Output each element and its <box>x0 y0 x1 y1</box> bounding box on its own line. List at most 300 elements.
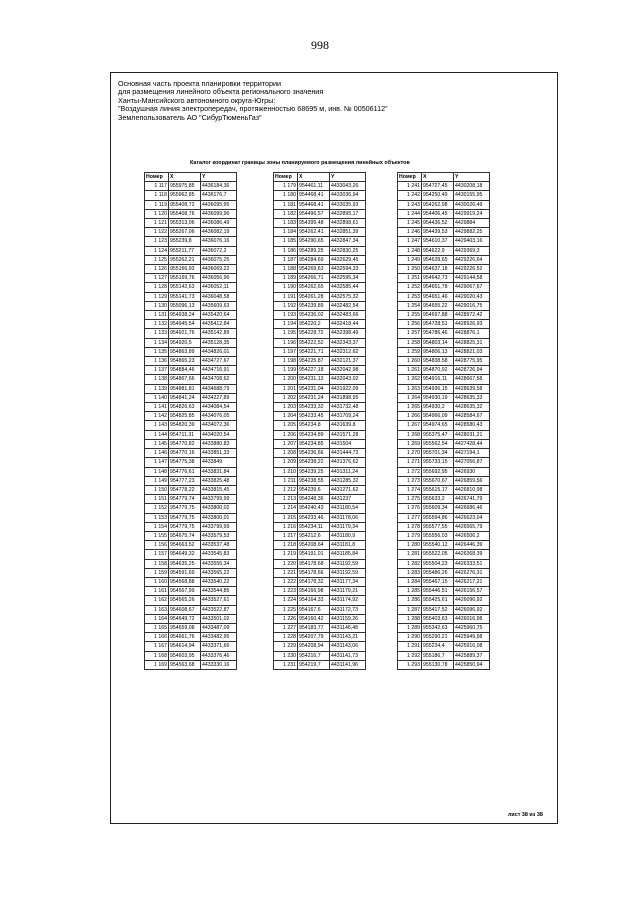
point-number: 1 276 <box>398 504 422 513</box>
x-coordinate: 954865,23 <box>169 357 201 366</box>
table-row <box>145 439 237 448</box>
table-row <box>274 403 366 412</box>
table-row <box>145 366 237 375</box>
point-number: 1 273 <box>398 476 422 485</box>
y-coordinate: 4433540,22 <box>201 577 237 586</box>
x-coordinate: 954212,6 <box>298 531 330 540</box>
table-row <box>145 246 237 255</box>
x-coordinate: 954216,7 <box>298 651 330 660</box>
x-coordinate: 954262,98 <box>422 200 454 209</box>
x-coordinate: 954234,8 <box>298 421 330 430</box>
header-line: Ханты-Мансийского автономного округа-Югры: <box>118 95 276 105</box>
table-row <box>274 366 366 375</box>
table-row <box>398 329 490 338</box>
point-number: 1 159 <box>145 568 169 577</box>
point-number: 1 290 <box>398 633 422 642</box>
table-row <box>274 568 366 577</box>
table-row <box>398 246 490 255</box>
y-coordinate: 4431732,48 <box>330 403 366 412</box>
table-row <box>145 485 237 494</box>
y-coordinate: 4431141,96 <box>330 660 366 669</box>
table-row <box>398 458 490 467</box>
x-coordinate: 955425,61 <box>422 596 454 605</box>
y-coordinate: 4433849 <box>201 458 237 467</box>
x-coordinate: 954870,92 <box>422 366 454 375</box>
y-coordinate: 4431237 <box>330 495 366 504</box>
point-number: 1 180 <box>274 191 298 200</box>
y-coordinate: 4432043,02 <box>330 375 366 384</box>
table-row <box>145 265 237 274</box>
y-coordinate: 4428825,31 <box>454 338 490 347</box>
x-coordinate: 954867,66 <box>169 375 201 384</box>
point-number: 1 203 <box>274 403 298 412</box>
x-coordinate: 954496,57 <box>298 209 330 218</box>
table-row <box>274 605 366 614</box>
x-coordinate: 954233,45 <box>298 412 330 421</box>
point-number: 1 158 <box>145 559 169 568</box>
point-number: 1 184 <box>274 228 298 237</box>
point-number: 1 227 <box>274 623 298 632</box>
point-number: 1 226 <box>274 614 298 623</box>
y-coordinate: 4431174,92 <box>330 596 366 605</box>
y-coordinate: 4428926,93 <box>454 320 490 329</box>
y-coordinate: 4434716,91 <box>201 366 237 375</box>
y-coordinate: 4435142,89 <box>201 329 237 338</box>
x-coordinate: 954728,51 <box>422 320 454 329</box>
point-number: 1 192 <box>274 301 298 310</box>
x-coordinate: 955130,78 <box>422 660 454 669</box>
y-coordinate: 4435609,63 <box>201 301 237 310</box>
y-coordinate: 4432830,25 <box>330 246 366 255</box>
y-coordinate: 4434020,54 <box>201 430 237 439</box>
point-number: 1 143 <box>145 421 169 430</box>
table-row <box>274 430 366 439</box>
x-coordinate: 955403,63 <box>422 614 454 623</box>
table-row <box>274 246 366 255</box>
y-coordinate: 4433800,01 <box>201 513 237 522</box>
x-coordinate: 954826,63 <box>169 403 201 412</box>
y-coordinate: 4431141,73 <box>330 651 366 660</box>
y-coordinate: 4433482,95 <box>201 633 237 642</box>
y-coordinate: 4432343,37 <box>330 338 366 347</box>
table-row <box>398 550 490 559</box>
point-number: 1 183 <box>274 219 298 228</box>
table-row <box>145 513 237 522</box>
table-row <box>145 329 237 338</box>
point-number: 1 263 <box>398 384 422 393</box>
point-number: 1 267 <box>398 421 422 430</box>
y-coordinate: 4426096,92 <box>454 605 490 614</box>
table-row <box>145 633 237 642</box>
table-row <box>145 283 237 292</box>
x-coordinate: 954775,38 <box>169 458 201 467</box>
y-coordinate: 4428876,1 <box>454 329 490 338</box>
x-coordinate: 954820,39 <box>169 421 201 430</box>
table-row <box>274 228 366 237</box>
table-row <box>398 623 490 632</box>
y-coordinate: 4431177,34 <box>330 577 366 586</box>
x-coordinate: 955262,21 <box>169 255 201 264</box>
y-coordinate: 4434688,79 <box>201 384 237 393</box>
table-row <box>145 614 237 623</box>
table-row <box>274 255 366 264</box>
y-coordinate: 4433487,09 <box>201 623 237 632</box>
x-coordinate: 955486,26 <box>422 568 454 577</box>
table-row <box>398 403 490 412</box>
x-coordinate: 954779,75 <box>169 513 201 522</box>
x-coordinate: 954938,24 <box>169 311 201 320</box>
y-coordinate: 4431504 <box>330 439 366 448</box>
point-number: 1 166 <box>145 633 169 642</box>
y-coordinate: 4426217,21 <box>454 577 490 586</box>
point-number: 1 285 <box>398 587 422 596</box>
y-coordinate: 4433556,34 <box>201 559 237 568</box>
x-coordinate: 954945,54 <box>169 320 201 329</box>
y-coordinate: 4431172,73 <box>330 605 366 614</box>
point-number: 1 185 <box>274 237 298 246</box>
y-coordinate: 4431143,21 <box>330 633 366 642</box>
point-number: 1 140 <box>145 393 169 402</box>
y-coordinate: 4426276,31 <box>454 568 490 577</box>
x-coordinate: 955408,76 <box>169 209 201 218</box>
point-number: 1 292 <box>398 651 422 660</box>
column-header-x: X <box>422 173 454 182</box>
x-coordinate: 954233,46 <box>298 513 330 522</box>
y-coordinate: 4430026,49 <box>454 200 490 209</box>
x-coordinate: 955313,06 <box>169 219 201 228</box>
x-coordinate: 954167,6 <box>298 605 330 614</box>
x-coordinate: 955096,13 <box>169 301 201 310</box>
y-coordinate: 4433851,33 <box>201 449 237 458</box>
table-row <box>398 274 490 283</box>
point-number: 1 225 <box>274 605 298 614</box>
x-coordinate: 954651,78 <box>422 283 454 292</box>
point-number: 1 125 <box>145 255 169 264</box>
x-coordinate: 954614,94 <box>169 642 201 651</box>
table-row <box>398 633 490 642</box>
table-row <box>145 338 237 347</box>
point-number: 1 155 <box>145 531 169 540</box>
table-row <box>145 559 237 568</box>
table-row <box>274 623 366 632</box>
y-coordinate: 4429369,3 <box>454 246 490 255</box>
point-number: 1 269 <box>398 439 422 448</box>
point-number: 1 136 <box>145 357 169 366</box>
y-coordinate: 4425960,75 <box>454 623 490 632</box>
point-number: 1 282 <box>398 559 422 568</box>
x-coordinate: 954461,11 <box>298 182 330 191</box>
x-coordinate: 955467,15 <box>422 577 454 586</box>
point-number: 1 246 <box>398 228 422 237</box>
y-coordinate: 4431146,48 <box>330 623 366 632</box>
y-coordinate: 4429919,24 <box>454 209 490 218</box>
point-number: 1 218 <box>274 541 298 550</box>
point-number: 1 187 <box>274 255 298 264</box>
x-coordinate: 954208,94 <box>298 642 330 651</box>
table-row <box>398 375 490 384</box>
x-coordinate: 954289,25 <box>298 246 330 255</box>
x-coordinate: 954399,48 <box>298 219 330 228</box>
table-row <box>145 412 237 421</box>
point-number: 1 259 <box>398 347 422 356</box>
point-number: 1 241 <box>398 182 422 191</box>
y-coordinate: 4436095,95 <box>201 200 237 209</box>
point-number: 1 210 <box>274 467 298 476</box>
y-coordinate: 4429226,64 <box>454 255 490 264</box>
point-number: 1 293 <box>398 660 422 669</box>
y-coordinate: 4433537,48 <box>201 541 237 550</box>
column-header-num: Номер <box>274 173 298 182</box>
x-coordinate: 954231,24 <box>298 393 330 402</box>
point-number: 1 272 <box>398 467 422 476</box>
x-coordinate: 954207,79 <box>298 633 330 642</box>
point-number: 1 204 <box>274 412 298 421</box>
x-coordinate: 954262,41 <box>298 228 330 237</box>
x-coordinate: 954234,85 <box>298 439 330 448</box>
table-row <box>274 550 366 559</box>
x-coordinate: 955234,4 <box>422 642 454 651</box>
y-coordinate: 4425916,08 <box>454 642 490 651</box>
x-coordinate: 954803,14 <box>422 338 454 347</box>
point-number: 1 201 <box>274 384 298 393</box>
table-row <box>145 623 237 632</box>
point-number: 1 277 <box>398 513 422 522</box>
table-row <box>398 522 490 531</box>
x-coordinate: 954779,74 <box>169 495 201 504</box>
x-coordinate: 954884,46 <box>169 366 201 375</box>
table-row <box>398 384 490 393</box>
y-coordinate: 4433371,66 <box>201 642 237 651</box>
table-row <box>398 283 490 292</box>
table-row <box>145 200 237 209</box>
y-coordinate: 4432312,62 <box>330 347 366 356</box>
x-coordinate: 954779,75 <box>169 522 201 531</box>
point-number: 1 202 <box>274 393 298 402</box>
x-coordinate: 954610,37 <box>422 237 454 246</box>
y-coordinate: 4426506,2 <box>454 531 490 540</box>
y-coordinate: 4427194,1 <box>454 449 490 458</box>
table-row <box>274 393 366 402</box>
y-coordinate: 4436052,11 <box>201 283 237 292</box>
x-coordinate: 954663,52 <box>169 541 201 550</box>
header-line: "Воздушная линия электропередач, протяженностью 68695 м, инв. № 00506112" <box>118 104 388 114</box>
y-coordinate: 4433043,26 <box>330 182 366 191</box>
x-coordinate: 955609,34 <box>422 504 454 513</box>
point-number: 1 291 <box>398 642 422 651</box>
x-coordinate: 954284,69 <box>298 255 330 264</box>
y-coordinate: 4428635,32 <box>454 403 490 412</box>
point-number: 1 266 <box>398 412 422 421</box>
x-coordinate: 955166,93 <box>169 265 201 274</box>
x-coordinate: 955290,21 <box>422 633 454 642</box>
point-number: 1 229 <box>274 642 298 651</box>
x-coordinate: 954779,75 <box>169 504 201 513</box>
table-row <box>274 375 366 384</box>
point-number: 1 219 <box>274 550 298 559</box>
point-number: 1 207 <box>274 439 298 448</box>
point-number: 1 251 <box>398 274 422 283</box>
point-number: 1 148 <box>145 467 169 476</box>
point-number: 1 124 <box>145 246 169 255</box>
table-row <box>274 265 366 274</box>
table-row <box>145 522 237 531</box>
x-coordinate: 954236,66 <box>298 449 330 458</box>
y-coordinate: 4431185,84 <box>330 550 366 559</box>
table-row <box>274 182 366 191</box>
x-coordinate: 955556,03 <box>422 531 454 540</box>
column-header-num: Номер <box>145 173 169 182</box>
y-coordinate: 4433376,46 <box>201 651 237 660</box>
coordinates-table-3 <box>397 172 490 670</box>
table-row <box>274 531 366 540</box>
x-coordinate: 954639,65 <box>422 255 454 264</box>
table-header-row <box>398 173 490 182</box>
point-number: 1 284 <box>398 577 422 586</box>
y-coordinate: 4432418,44 <box>330 320 366 329</box>
y-coordinate: 4429226,52 <box>454 265 490 274</box>
table-row <box>398 614 490 623</box>
point-number: 1 279 <box>398 531 422 540</box>
x-coordinate: 954439,53 <box>422 228 454 237</box>
table-row <box>398 412 490 421</box>
point-number: 1 186 <box>274 246 298 255</box>
point-number: 1 149 <box>145 476 169 485</box>
x-coordinate: 954565,26 <box>169 596 201 605</box>
x-coordinate: 954208,64 <box>298 541 330 550</box>
header-line: для размещения линейного объекта регионального значения <box>118 87 324 97</box>
x-coordinate: 954838,58 <box>422 357 454 366</box>
y-coordinate: 4434072,36 <box>201 421 237 430</box>
table-row <box>398 467 490 476</box>
point-number: 1 264 <box>398 393 422 402</box>
point-number: 1 248 <box>398 246 422 255</box>
table-row <box>274 384 366 393</box>
point-number: 1 132 <box>145 320 169 329</box>
table-row <box>145 449 237 458</box>
x-coordinate: 955615,17 <box>422 485 454 494</box>
y-coordinate: 4432851,39 <box>330 228 366 237</box>
x-coordinate: 955633,2 <box>422 495 454 504</box>
table-row <box>145 384 237 393</box>
x-coordinate: 954637,18 <box>422 265 454 274</box>
x-coordinate: 954563,68 <box>169 660 201 669</box>
table-row <box>145 504 237 513</box>
x-coordinate: 954222,52 <box>298 338 330 347</box>
point-number: 1 242 <box>398 191 422 200</box>
table-row <box>145 605 237 614</box>
x-coordinate: 954642,73 <box>422 274 454 283</box>
point-number: 1 244 <box>398 209 422 218</box>
table-row <box>398 587 490 596</box>
point-number: 1 145 <box>145 439 169 448</box>
point-number: 1 134 <box>145 338 169 347</box>
y-coordinate: 4436076,16 <box>201 237 237 246</box>
x-coordinate: 954770,16 <box>169 449 201 458</box>
table-row <box>398 449 490 458</box>
point-number: 1 209 <box>274 458 298 467</box>
x-coordinate: 955975,85 <box>169 182 201 191</box>
table-row <box>274 301 366 310</box>
y-coordinate: 4431192,59 <box>330 568 366 577</box>
point-number: 1 127 <box>145 274 169 283</box>
table-row <box>274 541 366 550</box>
coordinates-table-1 <box>144 172 237 670</box>
x-coordinate: 954183,77 <box>298 623 330 632</box>
y-coordinate: 4425889,37 <box>454 651 490 660</box>
point-number: 1 286 <box>398 596 422 605</box>
point-number: 1 271 <box>398 458 422 467</box>
y-coordinate: 4436072,2 <box>201 246 237 255</box>
point-number: 1 197 <box>274 347 298 356</box>
point-number: 1 128 <box>145 283 169 292</box>
y-coordinate: 4430208,18 <box>454 182 490 191</box>
point-number: 1 270 <box>398 449 422 458</box>
y-coordinate: 4433522,87 <box>201 605 237 614</box>
x-coordinate: 955141,73 <box>169 292 201 301</box>
y-coordinate: 4429067,67 <box>454 283 490 292</box>
table-row <box>398 485 490 494</box>
y-coordinate: 4425949,98 <box>454 633 490 642</box>
y-coordinate: 4426446,39 <box>454 541 490 550</box>
point-number: 1 260 <box>398 357 422 366</box>
point-number: 1 257 <box>398 329 422 338</box>
table-row <box>145 209 237 218</box>
x-coordinate: 954786,46 <box>422 329 454 338</box>
point-number: 1 121 <box>145 219 169 228</box>
y-coordinate: 4426859,56 <box>454 476 490 485</box>
document-header <box>118 80 548 122</box>
point-number: 1 135 <box>145 347 169 356</box>
table-row <box>274 577 366 586</box>
point-number: 1 147 <box>145 458 169 467</box>
point-number: 1 261 <box>398 366 422 375</box>
table-row <box>398 301 490 310</box>
table-row <box>145 596 237 605</box>
table-row <box>398 393 490 402</box>
point-number: 1 213 <box>274 495 298 504</box>
x-coordinate: 955186,7 <box>422 651 454 660</box>
point-number: 1 222 <box>274 577 298 586</box>
x-coordinate: 954675,74 <box>169 531 201 540</box>
table-row <box>145 347 237 356</box>
column-header-x: X <box>298 173 330 182</box>
x-coordinate: 954567,99 <box>169 587 201 596</box>
x-coordinate: 954936,15 <box>422 384 454 393</box>
x-coordinate: 954974,65 <box>422 421 454 430</box>
x-coordinate: 954269,63 <box>298 265 330 274</box>
y-coordinate: 4429144,58 <box>454 274 490 283</box>
y-coordinate: 4433880,83 <box>201 439 237 448</box>
x-coordinate: 954406,45 <box>422 209 454 218</box>
x-coordinate: 955701,34 <box>422 449 454 458</box>
table-row <box>145 458 237 467</box>
table-row <box>398 421 490 430</box>
table-row <box>145 531 237 540</box>
y-coordinate: 4434826,01 <box>201 347 237 356</box>
x-coordinate: 954661,76 <box>169 633 201 642</box>
x-coordinate: 954436,52 <box>422 219 454 228</box>
point-number: 1 193 <box>274 311 298 320</box>
x-coordinate: 955562,54 <box>422 439 454 448</box>
y-coordinate: 4428639,58 <box>454 384 490 393</box>
table-row <box>274 439 366 448</box>
point-number: 1 283 <box>398 568 422 577</box>
table-row <box>274 274 366 283</box>
point-number: 1 200 <box>274 375 298 384</box>
point-number: 1 154 <box>145 522 169 531</box>
sheet-counter: лист 38 из 38 <box>508 812 543 818</box>
y-coordinate: 4431709,24 <box>330 412 366 421</box>
